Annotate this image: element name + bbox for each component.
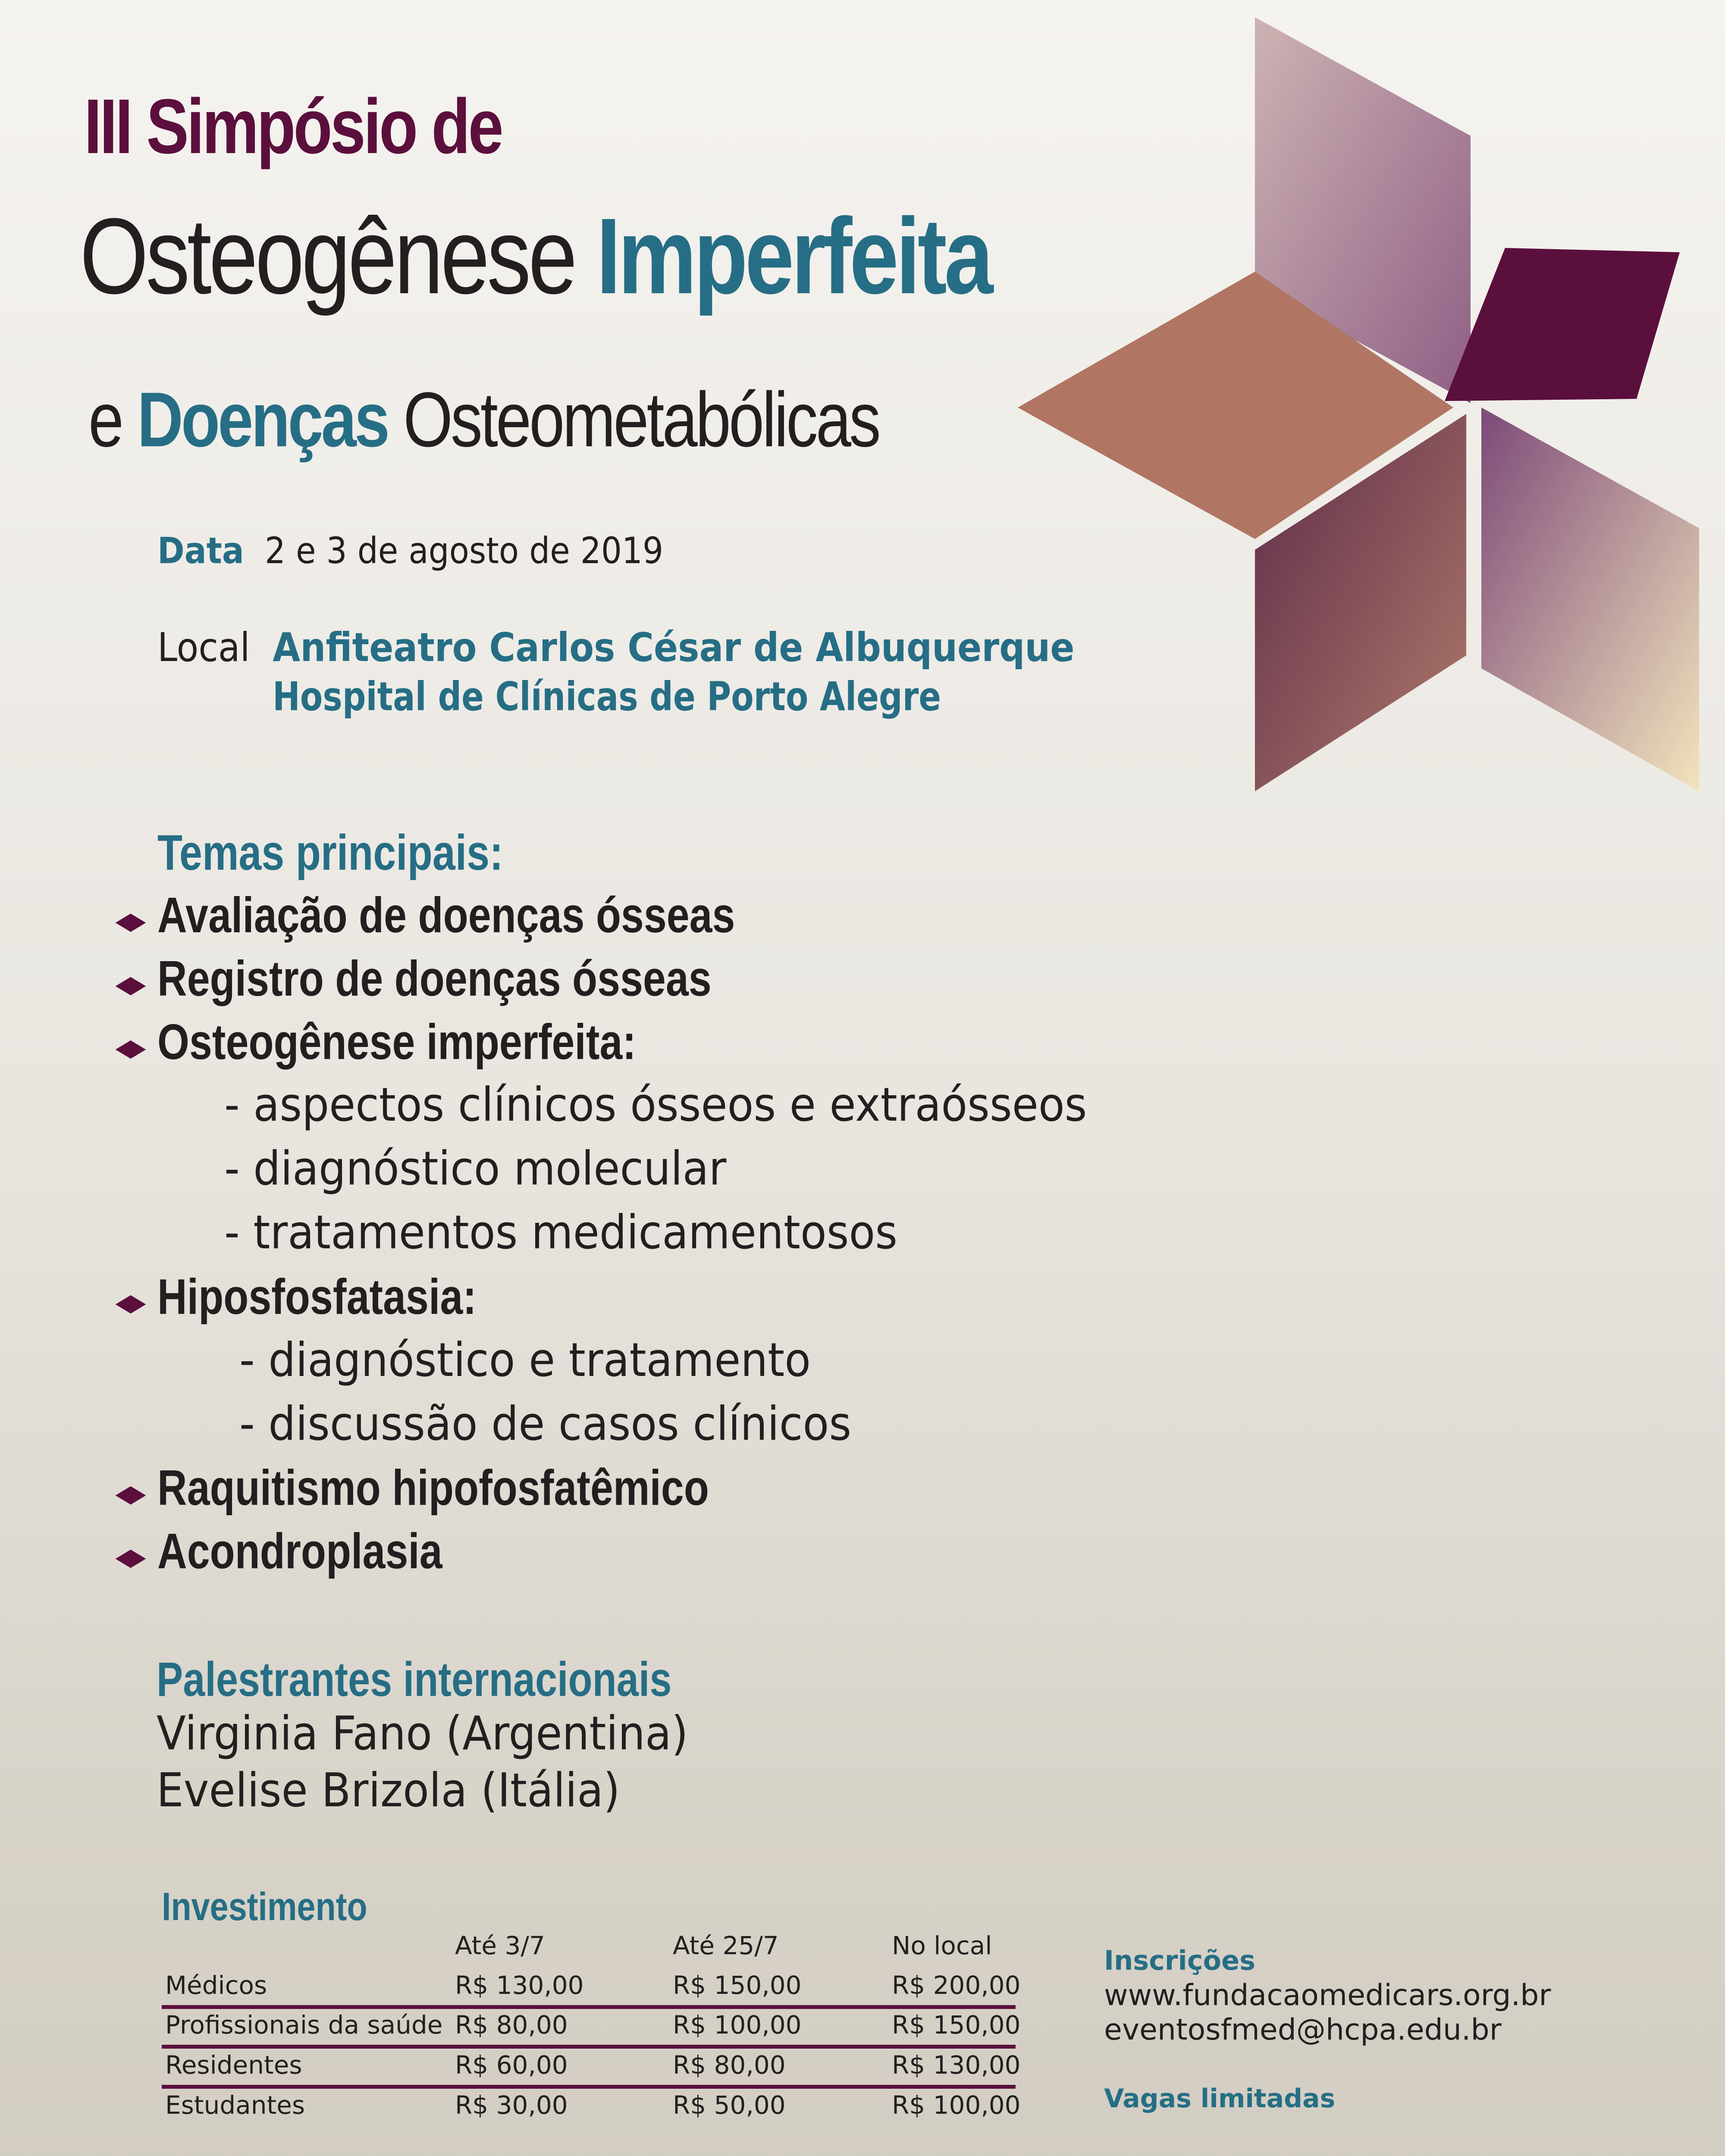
title-osteometabolicas: Osteometabólicas: [388, 376, 879, 463]
price-cell: R$ 100,00: [673, 2010, 802, 2040]
bullet-icon: [116, 1040, 146, 1059]
topics-heading: Temas principais:: [157, 824, 503, 881]
topic-subitem: - aspectos clínicos ósseos e extraósseos: [224, 1078, 1087, 1132]
date-label: Data: [157, 530, 244, 572]
price-cell: R$ 150,00: [892, 2010, 1021, 2040]
row-label: Residentes: [165, 2050, 302, 2080]
bullet-icon: [116, 977, 146, 995]
title-line-1: III Simpósio de: [84, 83, 502, 170]
table-row: [162, 2084, 1024, 2124]
price-cell: R$ 130,00: [892, 2050, 1021, 2080]
topic-item: Acondroplasia: [157, 1523, 442, 1579]
column-header: No local: [892, 1931, 992, 1960]
bullet-icon: [116, 914, 146, 932]
investment-heading: Investimento: [162, 1885, 367, 1929]
column-header: Até 25/7: [673, 1931, 779, 1960]
registration-email[interactable]: eventosfmed@hcpa.edu.br: [1104, 2013, 1502, 2047]
title-e: e: [88, 376, 138, 463]
topic-item: Hiposfosfatasia:: [157, 1269, 477, 1325]
local-venue: Anfiteatro Carlos César de Albuquerque: [273, 624, 1075, 671]
price-cell: R$ 80,00: [455, 2010, 568, 2040]
topic-subitem: - discussão de casos clínicos: [239, 1397, 852, 1451]
topic-subitem: - diagnóstico e tratamento: [239, 1333, 811, 1387]
price-cell: R$ 50,00: [673, 2090, 786, 2120]
row-label: Profissionais da saúde: [165, 2010, 443, 2040]
topic-item: Osteogênese imperfeita:: [157, 1014, 637, 1070]
star-rhombus-right: [1445, 248, 1680, 401]
limited-seats-note: Vagas limitadas: [1104, 2084, 1336, 2114]
title-doencas: Doenças: [137, 376, 388, 463]
bullet-icon: [116, 1295, 146, 1313]
speaker-name: Virginia Fano (Argentina): [157, 1707, 688, 1761]
bullet-icon: [116, 1486, 146, 1504]
registration-url[interactable]: www.fundacaomedicars.org.br: [1104, 1978, 1551, 2012]
price-cell: R$ 80,00: [673, 2050, 786, 2080]
column-header: Até 3/7: [455, 1931, 545, 1960]
topic-subitem: - diagnóstico molecular: [224, 1142, 727, 1196]
topic-item: Raquitismo hipofosfatêmico: [157, 1460, 709, 1516]
row-label: Estudantes: [165, 2090, 305, 2120]
event-location: [157, 624, 1075, 671]
title-imperfeita: Imperfeita: [596, 196, 991, 316]
decorative-star-graphic: [1009, 13, 1725, 802]
price-cell: R$ 200,00: [892, 1971, 1021, 2000]
table-row: [162, 2004, 1024, 2044]
title-osteogenese: Osteogênese: [80, 196, 596, 316]
table-row: [162, 2044, 1024, 2084]
title-line-2: [80, 194, 991, 318]
speaker-name: Evelise Brizola (Itália): [157, 1764, 620, 1818]
price-cell: R$ 30,00: [455, 2090, 568, 2120]
price-cell: R$ 100,00: [892, 2090, 1021, 2120]
registration-heading: Inscrições: [1104, 1945, 1255, 1976]
price-cell: R$ 130,00: [455, 1971, 584, 2000]
local-hospital: Hospital de Clínicas de Porto Alegre: [273, 674, 941, 720]
event-date: [157, 530, 663, 572]
speakers-heading: Palestrantes internacionais: [157, 1652, 672, 1706]
topic-item: Avaliação de doenças ósseas: [157, 887, 735, 943]
title-line-3: [88, 375, 879, 464]
price-cell: R$ 150,00: [673, 1971, 802, 2000]
row-label: Médicos: [165, 1971, 267, 2000]
table-row: [162, 1965, 1024, 2004]
bullet-icon: [116, 1550, 146, 1568]
local-label: Local: [157, 624, 250, 671]
topic-subitem: - tratamentos medicamentosos: [224, 1206, 898, 1260]
topic-item: Registro de doenças ósseas: [157, 950, 712, 1006]
star-rhombus-bottom-right: [1481, 407, 1699, 791]
price-cell: R$ 60,00: [455, 2050, 568, 2080]
date-value: 2 e 3 de agosto de 2019: [264, 530, 664, 572]
